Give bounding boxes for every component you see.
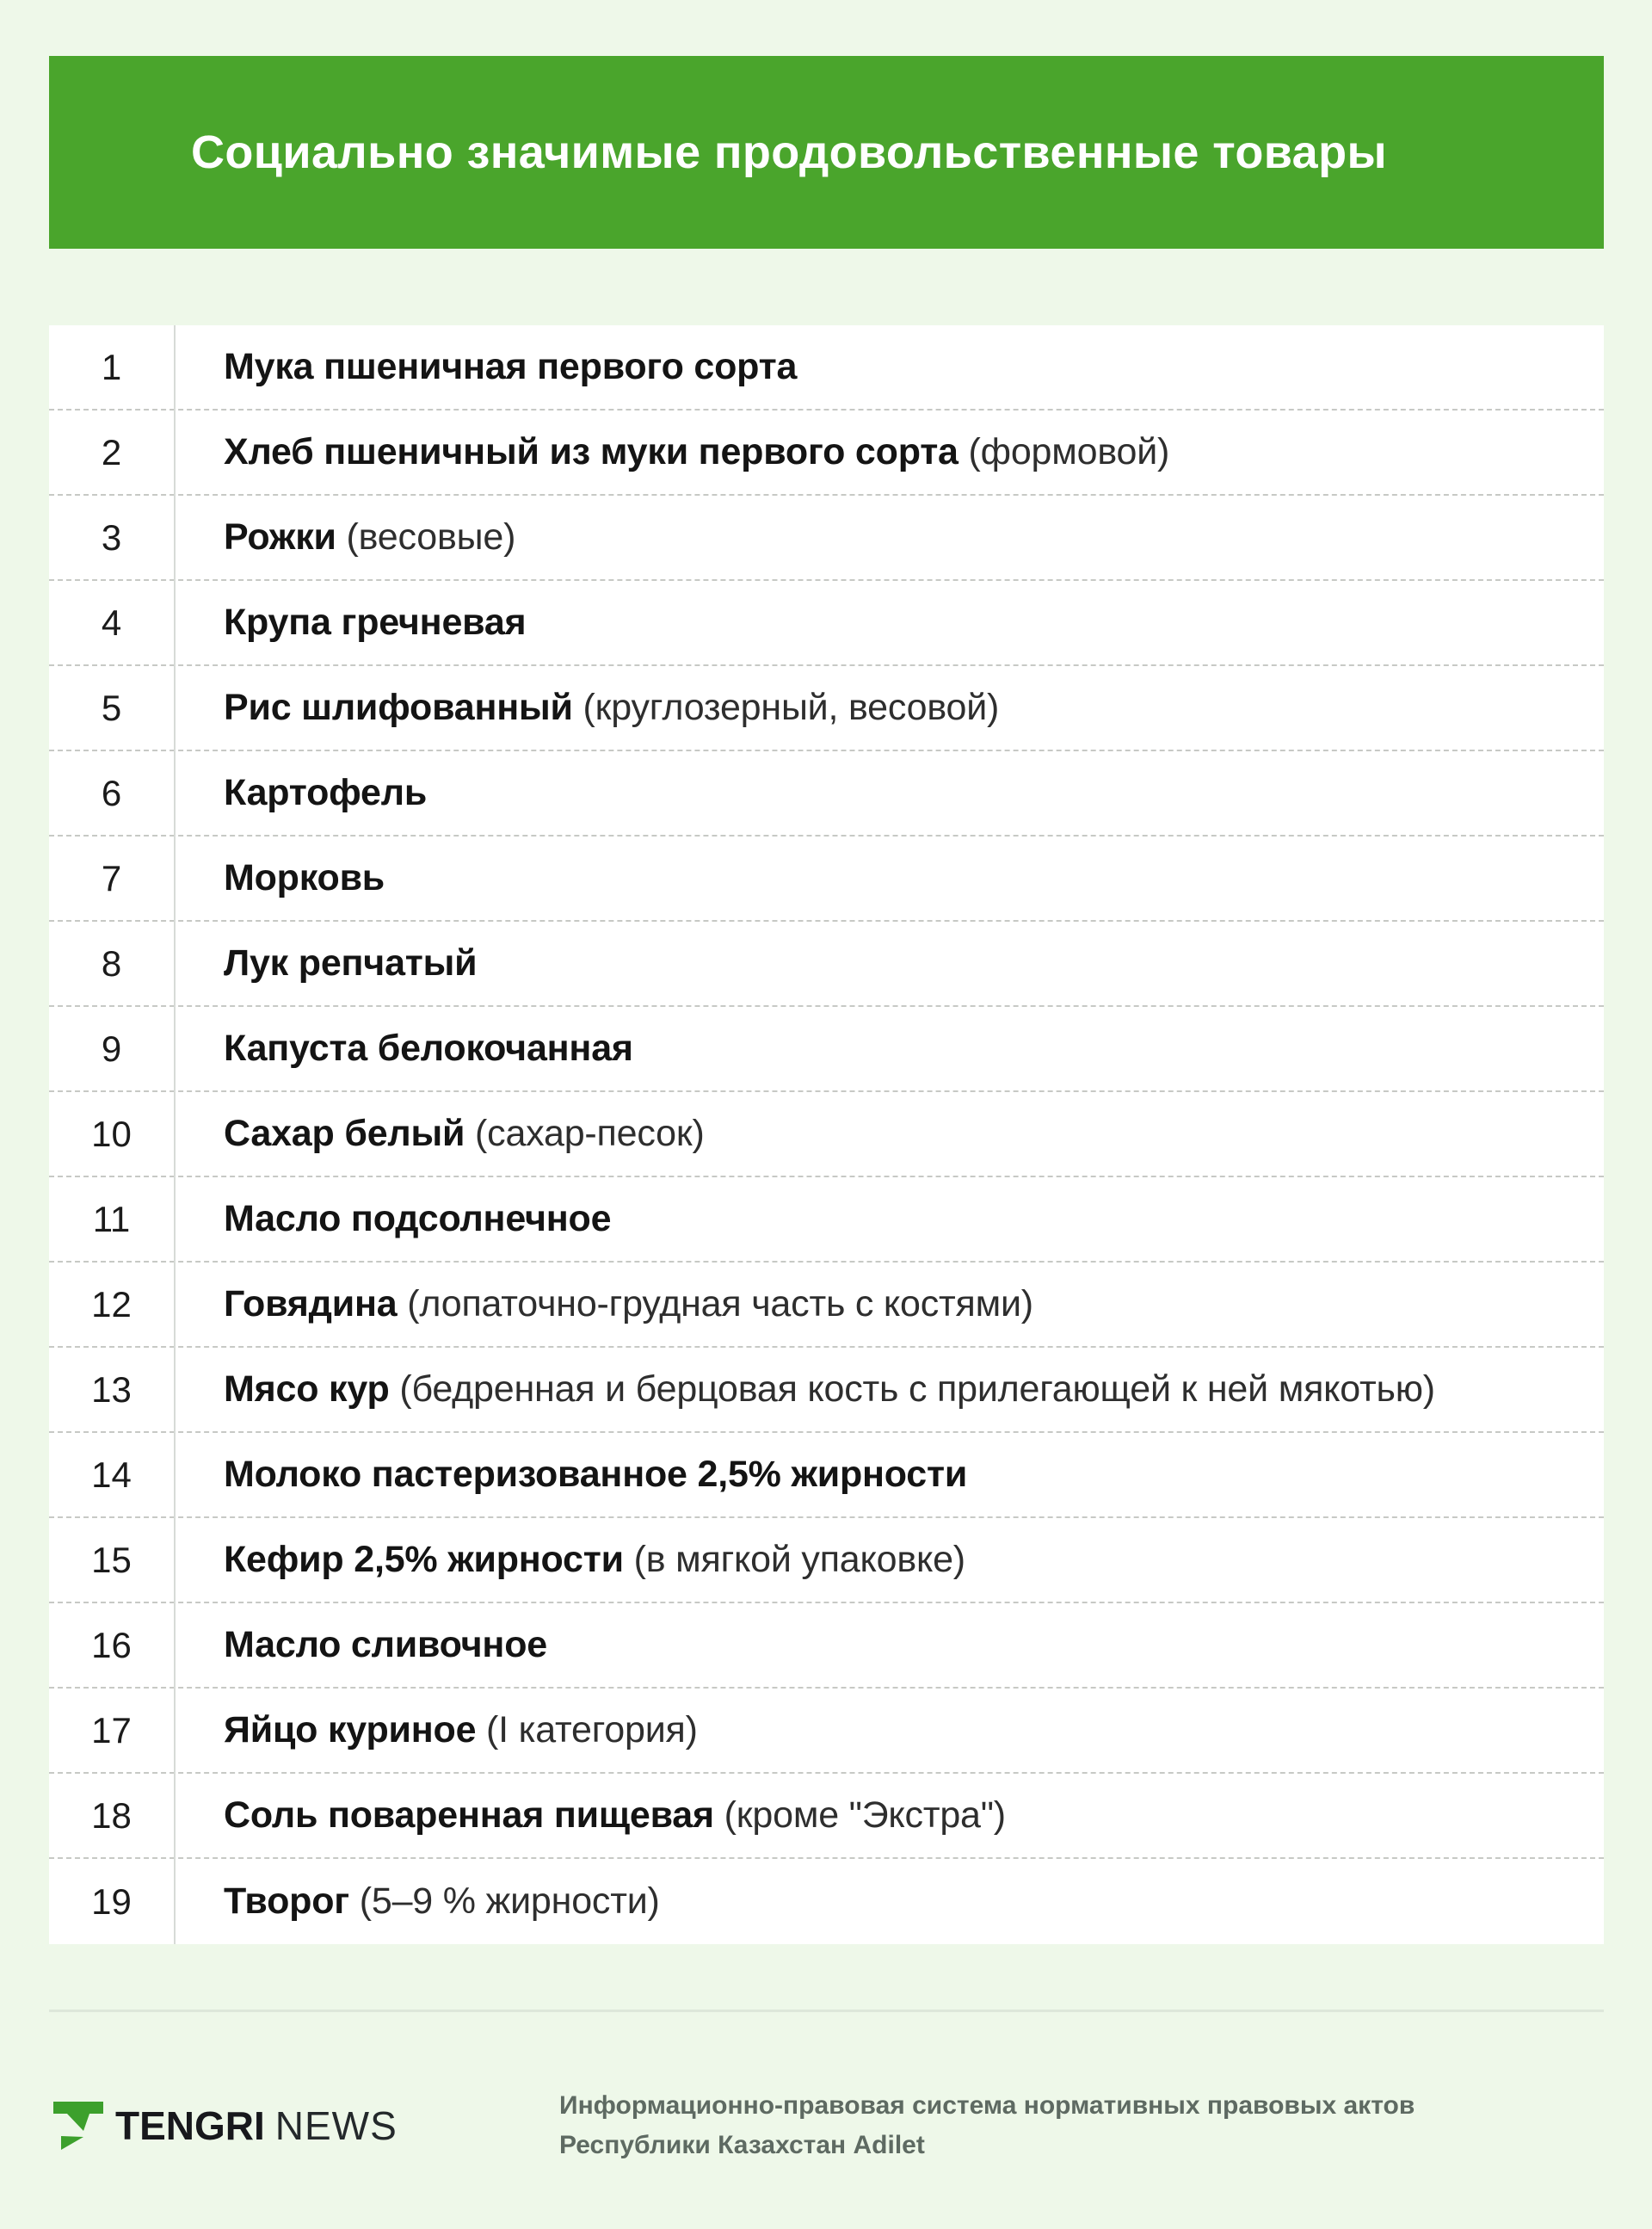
product-note: (сахар-песок) bbox=[465, 1113, 705, 1154]
row-text bbox=[174, 431, 1169, 473]
product-note: (5–9 % жирности) bbox=[349, 1880, 660, 1922]
row-number: 18 bbox=[91, 1794, 132, 1836]
row-number: 1 bbox=[101, 346, 122, 387]
row-number: 10 bbox=[91, 1113, 132, 1154]
product-name: Лук репчатый bbox=[224, 942, 478, 984]
product-name: Мука пшеничная первого сорта bbox=[224, 346, 798, 387]
table-row bbox=[49, 1518, 1604, 1603]
product-name: Масло подсолнечное bbox=[224, 1198, 612, 1239]
row-number: 6 bbox=[101, 772, 122, 813]
product-name: Масло сливочное bbox=[224, 1624, 547, 1665]
row-number: 14 bbox=[91, 1454, 132, 1495]
product-name: Творог bbox=[224, 1880, 350, 1922]
page-title: Социально значимые продовольственные товары bbox=[191, 127, 1387, 178]
row-number: 19 bbox=[91, 1880, 132, 1922]
row-text bbox=[174, 346, 797, 388]
row-text bbox=[174, 1368, 1435, 1411]
column-divider bbox=[174, 325, 176, 1944]
row-text bbox=[174, 1283, 1033, 1325]
table-row bbox=[49, 581, 1604, 666]
table-row bbox=[49, 1263, 1604, 1348]
tengrinews-logo-icon bbox=[53, 2102, 103, 2150]
product-name: Молоко пастеризованное 2,5% жирности bbox=[224, 1454, 968, 1495]
row-text bbox=[174, 1794, 1006, 1837]
products-table bbox=[49, 325, 1604, 1944]
product-note: (круглозерный, весовой) bbox=[572, 687, 1000, 728]
row-number: 8 bbox=[101, 942, 122, 984]
product-note: (кроме "Экстра") bbox=[713, 1794, 1006, 1836]
row-number: 3 bbox=[101, 516, 122, 558]
row-text bbox=[174, 602, 526, 644]
product-name: Говядина bbox=[224, 1283, 398, 1324]
row-number: 9 bbox=[101, 1028, 122, 1069]
table-row bbox=[49, 1689, 1604, 1774]
table-row bbox=[49, 1603, 1604, 1689]
row-text bbox=[174, 1709, 698, 1751]
table-row bbox=[49, 1859, 1604, 1944]
row-number: 16 bbox=[91, 1624, 132, 1665]
product-name: Рис шлифованный bbox=[224, 687, 573, 728]
product-note: (весовые) bbox=[336, 516, 516, 558]
product-name: Кефир 2,5% жирности bbox=[224, 1539, 624, 1580]
source-line-1: Информационно-правовая система нормативных правовых актов bbox=[559, 2091, 1415, 2120]
table-row bbox=[49, 751, 1604, 837]
tengrinews-logo bbox=[53, 2100, 398, 2152]
row-text bbox=[174, 1539, 965, 1581]
product-note: (лопаточно-грудная часть с костями) bbox=[397, 1283, 1033, 1324]
row-number: 11 bbox=[92, 1198, 131, 1239]
row-text bbox=[174, 687, 999, 729]
row-text bbox=[174, 1113, 705, 1155]
source-attribution bbox=[559, 2086, 1415, 2165]
product-name: Рожки bbox=[224, 516, 336, 558]
product-name: Капуста белокочанная bbox=[224, 1028, 633, 1069]
brand-name-tengri: TENGRI bbox=[115, 2103, 265, 2148]
table-row bbox=[49, 1177, 1604, 1263]
row-number: 12 bbox=[91, 1283, 132, 1324]
table-row bbox=[49, 496, 1604, 581]
table-row bbox=[49, 837, 1604, 922]
row-number: 2 bbox=[101, 431, 122, 472]
table-row bbox=[49, 1007, 1604, 1092]
row-number: 5 bbox=[101, 687, 122, 728]
product-note: (в мягкой упаковке) bbox=[623, 1539, 965, 1580]
table-row bbox=[49, 1348, 1604, 1433]
brand-name-news: NEWS bbox=[274, 2103, 398, 2148]
product-note: (формовой) bbox=[958, 431, 1170, 472]
table-row bbox=[49, 411, 1604, 496]
table-row bbox=[49, 1433, 1604, 1518]
table-row bbox=[49, 1092, 1604, 1177]
table-row bbox=[49, 666, 1604, 751]
header-banner bbox=[49, 56, 1604, 249]
product-name: Картофель bbox=[224, 772, 428, 813]
row-number: 4 bbox=[101, 602, 122, 643]
row-text bbox=[174, 1624, 547, 1666]
footer-divider bbox=[49, 2010, 1604, 2012]
table-rows bbox=[49, 325, 1604, 1944]
row-text bbox=[174, 1880, 660, 1923]
row-text bbox=[174, 1028, 633, 1070]
table-row bbox=[49, 1774, 1604, 1859]
source-line-2: Республики Казахстан Adilet bbox=[559, 2131, 925, 2159]
row-number: 13 bbox=[91, 1368, 132, 1410]
product-name: Морковь bbox=[224, 857, 385, 898]
product-note: (I категория) bbox=[476, 1709, 698, 1750]
product-name: Мясо кур bbox=[224, 1368, 390, 1410]
table-row bbox=[49, 922, 1604, 1007]
product-name: Хлеб пшеничный из муки первого сорта bbox=[224, 431, 959, 472]
product-name: Крупа гречневая bbox=[224, 602, 527, 643]
row-text bbox=[174, 857, 385, 899]
row-text bbox=[174, 1454, 967, 1496]
table-row bbox=[49, 325, 1604, 411]
row-text bbox=[174, 1198, 611, 1240]
row-number: 7 bbox=[101, 857, 122, 898]
product-note: (бедренная и берцовая кость с прилегающей к ней мякотью) bbox=[389, 1368, 1435, 1410]
product-name: Сахар белый bbox=[224, 1113, 465, 1154]
row-text bbox=[174, 772, 427, 814]
row-number: 15 bbox=[91, 1539, 132, 1580]
product-name: Яйцо куриное bbox=[224, 1709, 477, 1750]
row-number: 17 bbox=[91, 1709, 132, 1750]
product-name: Соль поваренная пищевая bbox=[224, 1794, 714, 1836]
row-text bbox=[174, 516, 515, 559]
row-text bbox=[174, 942, 477, 985]
